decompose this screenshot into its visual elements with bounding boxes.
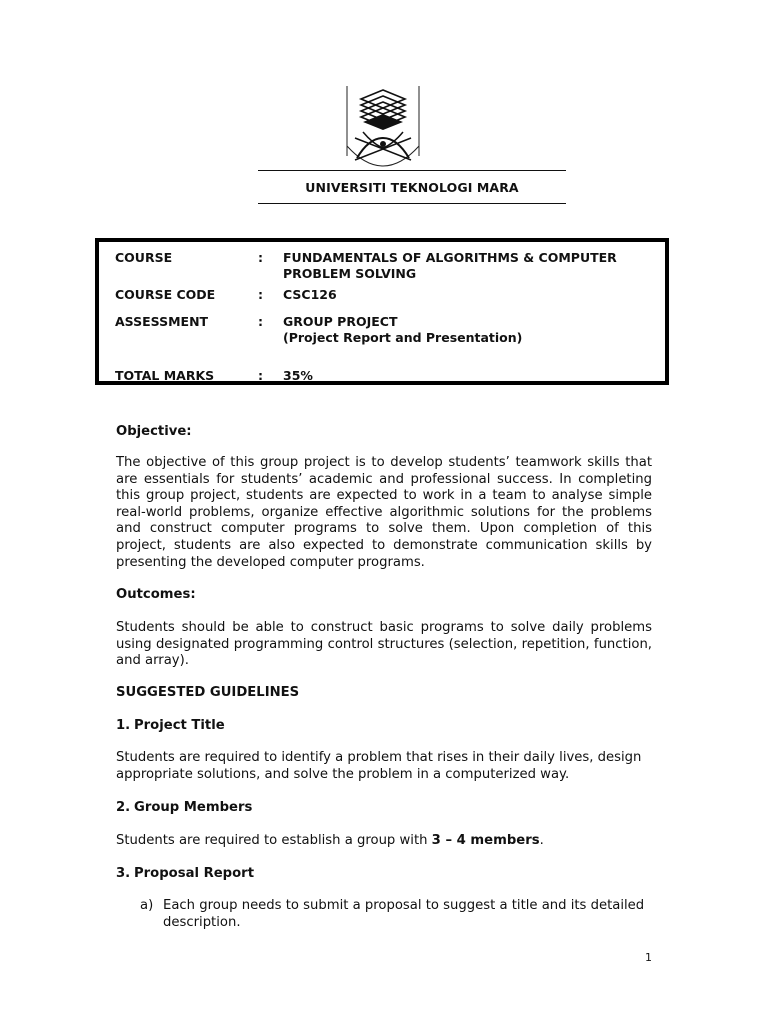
course-colon: :	[258, 250, 263, 265]
section-proposal-report-heading	[116, 866, 254, 881]
section-number: 2.	[116, 800, 131, 815]
course-value: FUNDAMENTALS OF ALGORITHMS & COMPUTER PROBLEM SOLVING	[283, 250, 617, 281]
total-marks-label: TOTAL MARKS	[115, 368, 215, 383]
total-marks-colon: :	[258, 368, 263, 383]
list-marker: a)	[140, 898, 154, 913]
university-name: UNIVERSITI TEKNOLOGI MARA	[305, 180, 519, 195]
section-title: Proposal Report	[134, 866, 254, 881]
group-members-count: 3 – 4 members	[431, 833, 540, 848]
objective-paragraph: The objective of this group project is to develop students’ teamwork skills that are essentials for students’ academic and professional success. In completing this group project, students are expected to work in a team to analyse simple real-world problems, organize effective algorithmic solutions for the problems and construct computer programs to solve them. Upon completion of this project, students are also expected to demonstrate communication skills by presenting the developed computer programs.	[116, 455, 652, 570]
guidelines-heading: SUGGESTED GUIDELINES	[116, 685, 300, 700]
course-label: COURSE	[115, 250, 173, 265]
objective-heading: Objective:	[116, 424, 192, 439]
group-members-paragraph	[116, 833, 652, 850]
section-number: 1.	[116, 718, 131, 733]
page-number: 1	[645, 951, 652, 964]
assessment-detail: (Project Report and Presentation)	[283, 330, 523, 345]
course-code-value: CSC126	[283, 287, 337, 302]
header-rule-bottom	[258, 203, 566, 204]
assessment-label: ASSESSMENT	[115, 314, 209, 329]
course-code-colon: :	[258, 287, 263, 302]
group-members-text: Students are required to establish a group with	[116, 833, 432, 848]
assessment-colon: :	[258, 314, 263, 329]
course-info-box	[95, 238, 669, 385]
section-number: 3.	[116, 866, 131, 881]
outcomes-paragraph: Students should be able to construct basic programs to solve daily problems using designated programming control structures (selection, repetition, function, and array).	[116, 620, 652, 669]
group-members-period: .	[539, 833, 544, 848]
section-title: Group Members	[134, 800, 253, 815]
outcomes-heading: Outcomes:	[116, 587, 196, 602]
assessment-value: GROUP PROJECT	[283, 314, 398, 329]
header-rule-top	[258, 170, 566, 171]
university-logo	[343, 86, 423, 176]
list-item-text: Each group needs to submit a proposal to suggest a title and its detailed description.	[163, 898, 645, 930]
section-group-members-heading	[116, 800, 252, 815]
project-title-paragraph: Students are required to identify a problem that rises in their daily lives, design appropriate solutions, and solve the problem in a computerized way.	[116, 750, 642, 782]
section-project-title-heading	[116, 718, 225, 733]
section-title: Project Title	[134, 718, 225, 733]
university-header	[258, 170, 566, 204]
total-marks-value: 35%	[283, 368, 313, 383]
course-code-label: COURSE CODE	[115, 287, 216, 302]
